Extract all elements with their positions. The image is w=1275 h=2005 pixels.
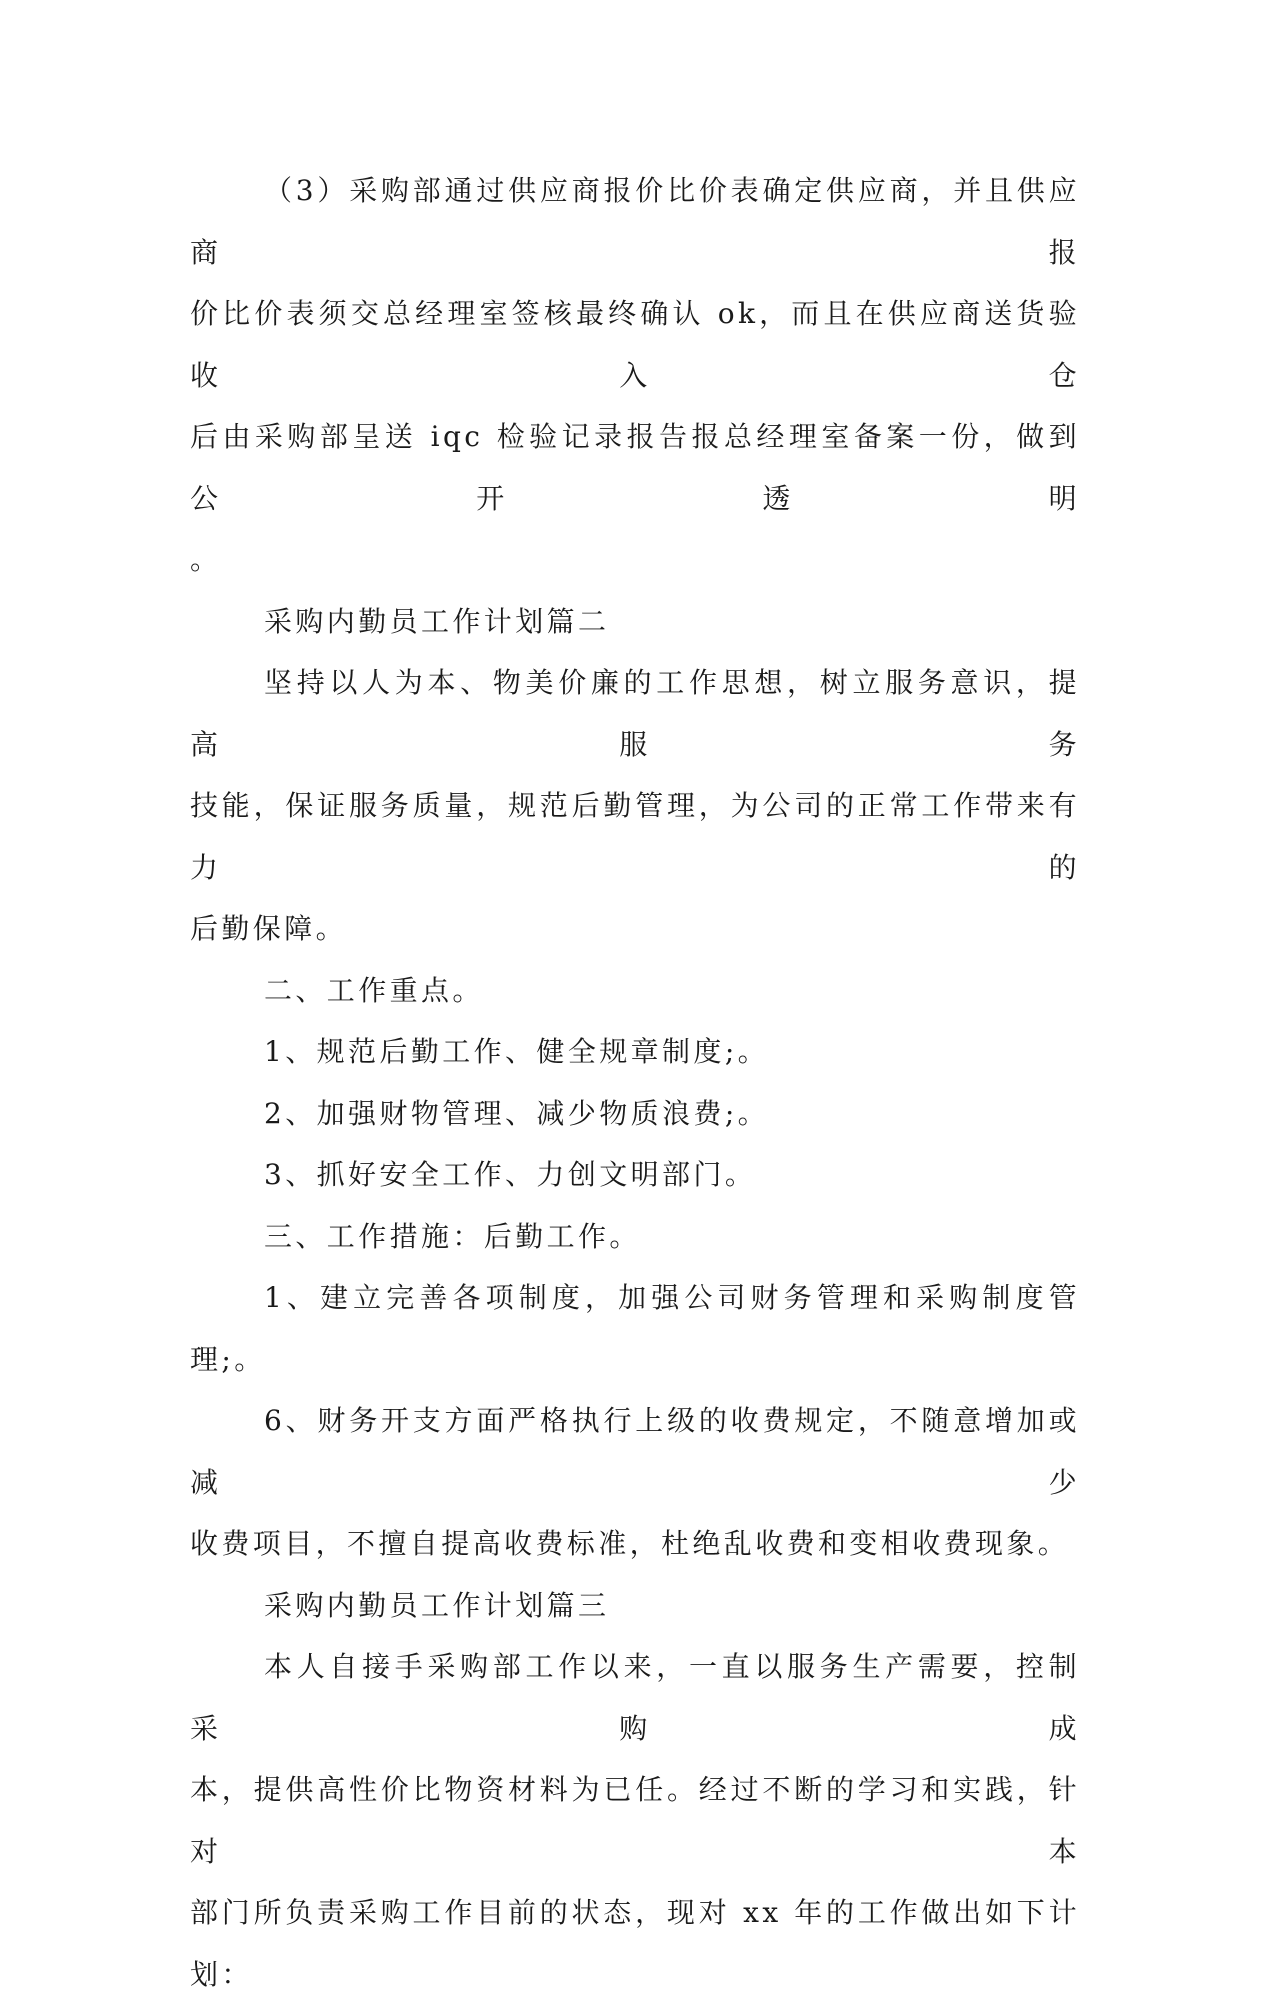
paragraph-principles: [190, 652, 1080, 960]
text-line: 采购内勤员工作计划篇三: [264, 1588, 610, 1622]
text-line: 后勤保障。: [190, 912, 348, 945]
text-line: 2、加强财物管理、减少物质浪费;。: [264, 1096, 770, 1130]
text-line: 后由采购部呈送 iqc 检验记录报告报总经理室备案一份，做到公开透明: [190, 420, 1080, 515]
text-line: 采购内勤员工作计划篇二: [264, 604, 610, 638]
section-heading-part-three: [190, 1575, 1080, 1637]
text-line: （3）采购部通过供应商报价比价表确定供应商，并且供应商报: [190, 174, 1080, 269]
subheading-work-focus: [190, 960, 1080, 1022]
text-line: 。: [190, 543, 222, 576]
text-line: 本人自接手采购部工作以来，一直以服务生产需要，控制采购成: [190, 1650, 1080, 1745]
text-line: 三、工作措施：后勤工作。: [264, 1219, 641, 1253]
text-line: 6、财务开支方面严格执行上级的收费规定，不随意增加或减少: [190, 1404, 1080, 1499]
text-line: 收费项目，不擅自提高收费标准，杜绝乱收费和变相收费现象。: [190, 1527, 1070, 1560]
paragraph-plan-intro: [190, 1636, 1080, 2005]
text-line: 坚持以人为本、物美价廉的工作思想，树立服务意识，提高服务: [190, 666, 1080, 761]
paragraph-supplier-quote: [190, 160, 1080, 591]
text-line: 二、工作重点。: [264, 973, 484, 1007]
text-line: 1、建立完善各项制度，加强公司财务管理和采购制度管理;。: [190, 1281, 1080, 1376]
text-line: 技能，保证服务质量，规范后勤管理，为公司的正常工作带来有力的: [190, 789, 1080, 884]
paragraph-expenses: [190, 1390, 1080, 1575]
subheading-work-measures: [190, 1206, 1080, 1268]
list-item: [190, 1083, 1080, 1145]
section-heading-part-two: [190, 591, 1080, 653]
list-item: [190, 1144, 1080, 1206]
text-line: 3、抓好安全工作、力创文明部门。: [264, 1158, 757, 1191]
list-item: [190, 1267, 1080, 1390]
text-line: 本，提供高性价比物资材料为已任。经过不断的学习和实践，针对本: [190, 1773, 1080, 1868]
text-line: 部门所负责采购工作目前的状态，现对 xx 年的工作做出如下计划：: [190, 1896, 1080, 1991]
document-body: [190, 160, 1080, 2005]
text-line: 价比价表须交总经理室签核最终确认 ok，而且在供应商送货验收入仓: [190, 297, 1080, 392]
list-item: [190, 1021, 1080, 1083]
text-line: 1、规范后勤工作、健全规章制度;。: [264, 1035, 770, 1068]
